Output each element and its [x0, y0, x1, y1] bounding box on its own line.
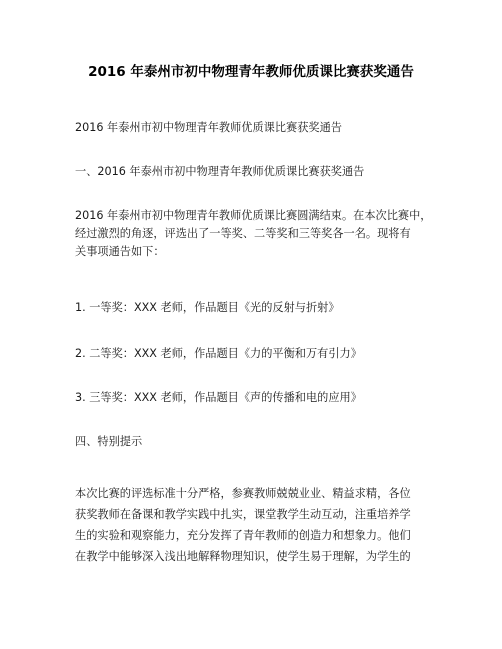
document-subtitle: 2016 年泰州市初中物理青年教师优质课比赛获奖通告 — [75, 121, 342, 134]
section-heading-1: 一、2016 年泰州市初中物理青年教师优质课比赛获奖通告 — [75, 165, 365, 178]
notice-line: 获奖教师在备课和教学实践中扎实，课堂教学生动互动，注重培养学 — [75, 508, 411, 521]
notice-line: 本次比赛的评选标准十分严格，参赛教师兢兢业业、精益求精，各位 — [75, 487, 411, 500]
intro-line: 2016 年泰州市初中物理青年教师优质课比赛圆满结束。在本次比赛中， — [75, 209, 432, 222]
award-item-third: 3. 三等奖：XXX 老师，作品题目《声的传播和电的应用》 — [75, 391, 362, 404]
notice-line: 在教学中能够深入浅出地解释物理知识，使学生易于理解，为学生的 — [75, 550, 411, 563]
award-item-first: 1. 一等奖：XXX 老师，作品题目《光的反射与折射》 — [75, 301, 340, 314]
intro-line: 关事项通告如下： — [75, 245, 165, 258]
section-heading-4: 四、特别提示 — [75, 435, 143, 448]
document-title: 2016 年泰州市初中物理青年教师优质课比赛获奖通告 — [88, 64, 414, 80]
intro-line: 经过激烈的角逐，评选出了一等奖、二等奖和三等奖各一名。现将有 — [75, 227, 411, 240]
notice-line: 生的实验和观察能力，充分发挥了青年教师的创造力和想象力。他们 — [75, 529, 411, 542]
award-item-second: 2. 二等奖：XXX 老师，作品题目《力的平衡和万有引力》 — [75, 347, 362, 360]
